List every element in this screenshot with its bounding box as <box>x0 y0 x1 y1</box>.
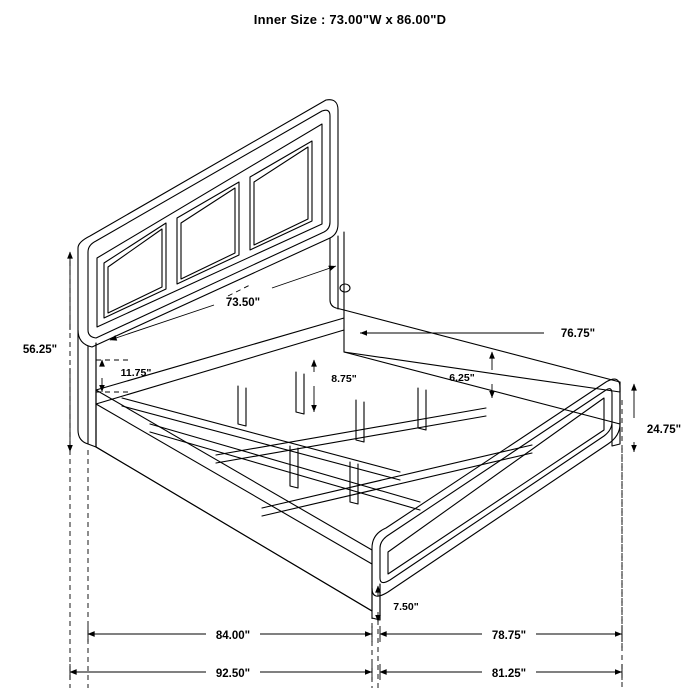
dim-label-right-overall-length: 81.25" <box>491 668 527 680</box>
dim-label-footboard-clearance: 7.50" <box>393 601 419 613</box>
dim-label-overall-height: 56.25" <box>22 344 58 356</box>
headboard-knob <box>340 284 350 292</box>
dim-label-rail-height: 11.75" <box>120 367 152 379</box>
dim-label-left-base-length: 84.00" <box>215 630 251 642</box>
dim-label-left-overall-length: 92.50" <box>215 668 251 680</box>
footboard-outline <box>372 379 620 620</box>
dim-label-center-support-height: 6.25" <box>449 372 475 384</box>
dim-label-footboard-height: 24.75" <box>646 424 682 436</box>
dim-label-side-rail-length: 76.75" <box>560 328 596 340</box>
dim-label-headboard-width: 73.50" <box>225 297 261 309</box>
witness-lines <box>70 252 622 688</box>
bed-frame-rails <box>96 310 620 611</box>
page-title: Inner Size : 73.00"W x 86.00"D <box>253 12 447 27</box>
dim-headboard-width <box>110 266 336 340</box>
dim-label-slat-height: 8.75" <box>331 373 357 385</box>
dim-label-right-base-length: 78.75" <box>491 630 527 642</box>
